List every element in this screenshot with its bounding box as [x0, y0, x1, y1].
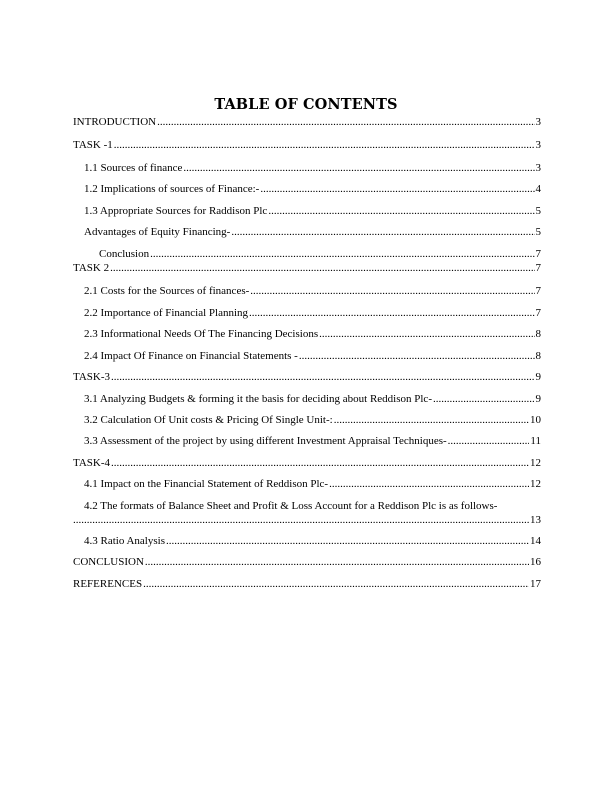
toc-entry-2-4[interactable] — [73, 350, 541, 363]
toc-entry-2-3[interactable] — [73, 328, 541, 341]
toc-page-number: 11 — [530, 435, 541, 447]
toc-leader-dots — [110, 262, 534, 275]
toc-entry-text: TASK -1 — [73, 139, 113, 151]
toc-leader-dots — [145, 556, 529, 569]
toc-entry-text: REFERENCES — [73, 578, 143, 590]
toc-leader-dots — [73, 514, 529, 527]
toc-entry-1-2[interactable] — [73, 183, 541, 196]
toc-leader-dots — [157, 116, 534, 129]
toc-entry-2-2[interactable] — [73, 307, 541, 320]
toc-entry-text: 2.4 Impact Of Finance on Financial Statements - — [84, 350, 298, 362]
toc-title: TABLE OF CONTENTS — [214, 96, 398, 113]
toc-page-number: 3 — [535, 139, 541, 151]
toc-entry-3-1[interactable] — [73, 393, 541, 406]
toc-leader-dots — [114, 139, 535, 152]
toc-entry-3-2[interactable] — [73, 414, 541, 427]
toc-entry-conclusion-sub[interactable] — [73, 248, 541, 261]
toc-page-number: 4 — [535, 183, 541, 195]
toc-entry-text: TASK-4 — [73, 457, 111, 469]
toc-entry-text: 4.1 Impact on the Financial Statement of Reddison Plc- — [84, 478, 329, 490]
toc-page-number: 3 — [535, 116, 541, 128]
toc-page-number: 7 — [535, 307, 541, 319]
toc-entry-text: Conclusion — [99, 248, 150, 260]
toc-entry-task-3[interactable] — [73, 371, 541, 384]
toc-page-number: 8 — [535, 350, 541, 362]
toc-page-number: 9 — [535, 371, 541, 383]
toc-entry-conclusion[interactable] — [73, 556, 541, 569]
toc-page-number: 17 — [530, 578, 541, 590]
toc-entry-2-1[interactable] — [73, 285, 541, 298]
toc-leader-dots — [111, 457, 529, 470]
toc-entry-text: 2.3 Informational Needs Of The Financing Decisions — [84, 328, 319, 340]
toc-page-number: 7 — [535, 248, 541, 260]
toc-leader-dots — [334, 414, 529, 427]
toc-leader-dots — [433, 393, 535, 406]
toc-leader-dots — [231, 226, 534, 239]
toc-entry-3-3[interactable] — [73, 435, 541, 448]
toc-entry-4-2-text[interactable]: 4.2 The formats of Balance Sheet and Profit & Loss Account for a Reddison Plc is as follows- — [84, 500, 498, 512]
toc-leader-dots — [448, 435, 530, 448]
toc-page-number: 12 — [530, 457, 541, 469]
toc-leader-dots — [166, 535, 529, 548]
toc-entry-text: CONCLUSION — [73, 556, 144, 568]
toc-page-number: 16 — [530, 556, 541, 568]
toc-entry-1-1[interactable] — [73, 162, 541, 175]
toc-entry-4-3[interactable] — [73, 535, 541, 548]
toc-entry-references[interactable] — [73, 578, 541, 591]
toc-entry-text: 1.1 Sources of finance — [84, 162, 183, 174]
toc-entry-equity-financing[interactable] — [73, 226, 541, 239]
toc-leader-dots — [319, 328, 534, 341]
toc-entry-task-4[interactable] — [73, 457, 541, 470]
toc-page-number: 9 — [535, 393, 541, 405]
toc-entry-text: TASK 2 — [73, 262, 110, 274]
toc-entry-text: 3.3 Assessment of the project by using different Investment Appraisal Techniques- — [84, 435, 447, 447]
toc-leader-dots — [143, 578, 529, 591]
toc-entry-text: 1.2 Implications of sources of Finance:- — [84, 183, 260, 195]
toc-page-number: 3 — [535, 162, 541, 174]
toc-entry-1-3[interactable] — [73, 205, 541, 218]
toc-leader-dots — [183, 162, 534, 175]
toc-page-number: 7 — [535, 285, 541, 297]
toc-leader-dots — [260, 183, 534, 196]
toc-entry-task-1[interactable] — [73, 139, 541, 152]
toc-entry-introduction[interactable] — [73, 116, 541, 129]
toc-leader-dots — [268, 205, 534, 218]
toc-page-number: 10 — [530, 414, 541, 426]
toc-leader-dots — [249, 307, 534, 320]
toc-entry-4-1[interactable] — [73, 478, 541, 491]
toc-page-number: 7 — [535, 262, 541, 274]
toc-leader-dots — [111, 371, 534, 384]
toc-entry-4-2[interactable] — [73, 514, 541, 527]
toc-entry-text: 2.2 Importance of Financial Planning — [84, 307, 249, 319]
toc-entry-text: Advantages of Equity Financing- — [84, 226, 231, 238]
toc-page-number: 12 — [530, 478, 541, 490]
toc-page-number: 5 — [535, 205, 541, 217]
toc-page-number: 14 — [530, 535, 541, 547]
toc-leader-dots — [299, 350, 535, 363]
toc-leader-dots — [150, 248, 534, 261]
toc-entry-text: 4.3 Ratio Analysis — [84, 535, 165, 547]
toc-entry-text: TASK-3 — [73, 371, 111, 383]
toc-page-number: 13 — [530, 514, 541, 526]
toc-entry-text: INTRODUCTION — [73, 116, 157, 128]
table-of-contents — [73, 116, 541, 591]
toc-leader-dots — [329, 478, 529, 491]
toc-page-number: 8 — [535, 328, 541, 340]
toc-entry-text: 3.2 Calculation Of Unit costs & Pricing Of Single Unit-: — [84, 414, 333, 426]
toc-leader-dots — [250, 285, 534, 298]
toc-page-number: 5 — [535, 226, 541, 238]
toc-entry-text: 2.1 Costs for the Sources of finances- — [84, 285, 250, 297]
toc-entry-text: 3.1 Analyzing Budgets & forming it the basis for deciding about Reddison Plc- — [84, 393, 432, 405]
toc-entry-text: 1.3 Appropriate Sources for Raddison Plc — [84, 205, 268, 217]
toc-entry-task-2[interactable] — [73, 262, 541, 275]
